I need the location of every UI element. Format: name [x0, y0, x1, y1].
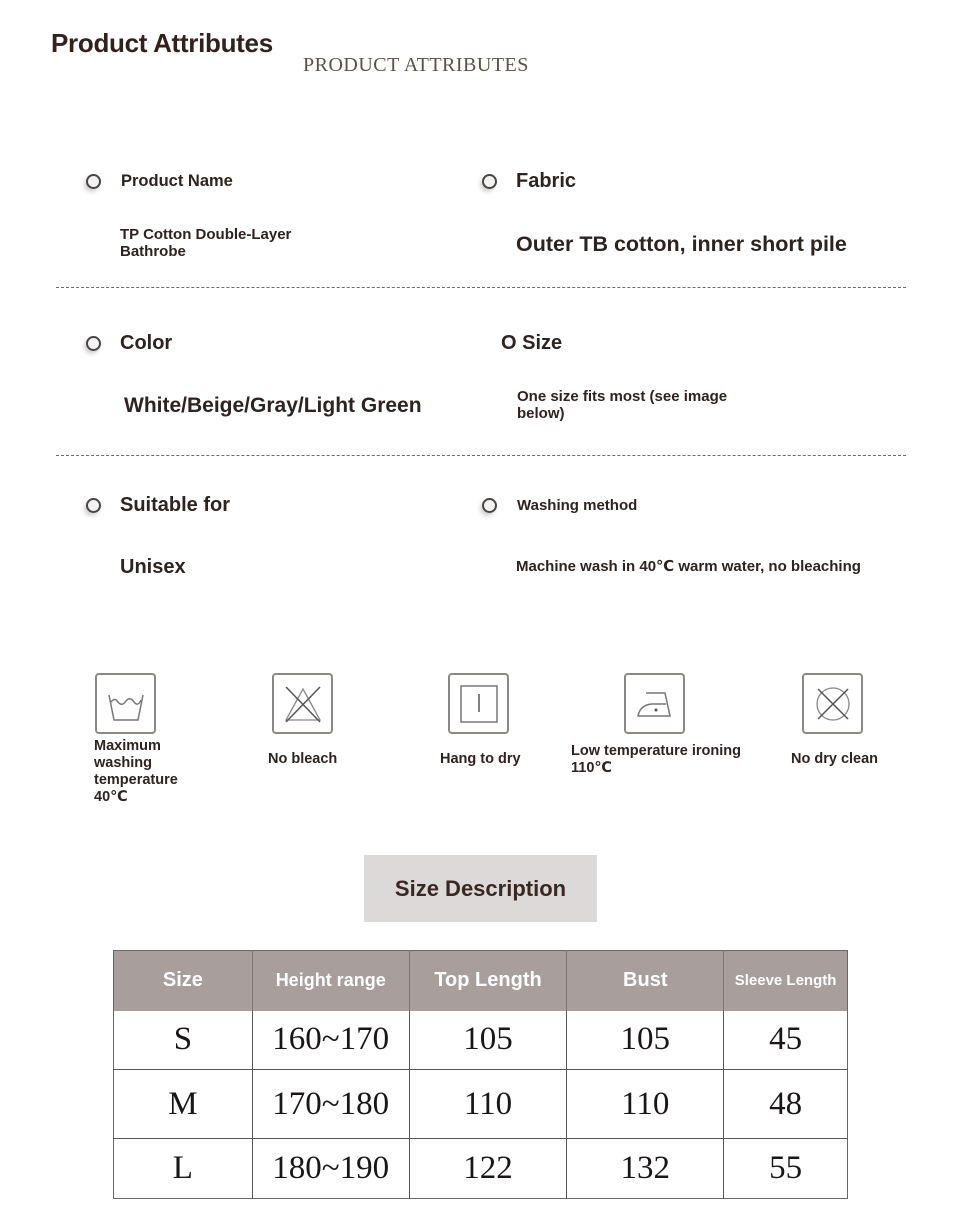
attr-value-size: One size fits most (see image below)	[517, 388, 728, 423]
size-description-button[interactable]: Size Description	[364, 855, 597, 922]
bullet-icon	[86, 174, 101, 189]
attr-washing-method	[482, 497, 637, 514]
care-label: Hang to dry	[440, 751, 521, 767]
attr-product-name	[86, 172, 233, 191]
cell-bust: 110	[567, 1070, 724, 1139]
care-label: Low temperature ironing 110℃	[571, 743, 741, 776]
attr-color	[86, 332, 172, 355]
cell-size: S	[173, 1021, 193, 1058]
table-row	[114, 1070, 848, 1139]
cell-height-range: 180~190	[252, 1139, 409, 1199]
table-row	[114, 1139, 848, 1199]
wash-tub-icon	[95, 673, 156, 734]
attr-label: Color	[120, 332, 173, 354]
cell-top-length: 105	[409, 1011, 567, 1070]
column-header-bust: Bust	[567, 951, 724, 1011]
bullet-icon	[86, 336, 101, 351]
attr-label: Fabric	[516, 170, 577, 192]
attr-value-color: White/Beige/Gray/Light Green	[124, 394, 422, 417]
care-label: Maximum washing temperature 40℃	[94, 738, 178, 805]
cell-height-range: 160~170	[252, 1011, 409, 1070]
cell-bust: 132	[567, 1139, 724, 1199]
attr-fabric	[482, 170, 576, 193]
table-row	[114, 1011, 848, 1070]
table-header-row	[114, 951, 848, 1011]
attr-label: Suitable for	[120, 494, 231, 516]
bullet-icon	[482, 174, 497, 189]
care-item	[448, 673, 509, 734]
no-bleach-icon	[272, 673, 333, 734]
no-dry-clean-icon	[802, 673, 863, 734]
dashed-divider	[56, 287, 906, 288]
cell-size: M	[114, 1070, 253, 1139]
attr-value-suitable-for: Unisex	[120, 556, 186, 578]
care-label: No bleach	[268, 751, 338, 767]
cell-size: L	[114, 1139, 253, 1199]
column-header-sleeve-length: Sleeve Length	[724, 951, 848, 1011]
column-header-top-length: Top Length	[409, 951, 567, 1011]
cell-top-length: 122	[409, 1139, 567, 1199]
attr-label: Product Name	[121, 172, 233, 190]
size-table	[113, 950, 848, 1199]
bullet-icon	[482, 498, 497, 513]
attr-value-fabric: Outer TB cotton, inner short pile	[516, 232, 847, 256]
care-label: No dry clean	[791, 751, 879, 767]
attr-size	[501, 332, 562, 355]
cell-sleeve-length: 55	[724, 1139, 848, 1199]
care-item	[95, 673, 156, 734]
attr-suitable-for	[86, 494, 230, 517]
cell-sleeve-length: 48	[724, 1070, 848, 1139]
attr-value-washing-method: Machine wash in 40℃ warm water, no bleaching	[516, 558, 861, 575]
attr-value-product-name: TP Cotton Double-Layer Bathrobe	[120, 226, 292, 261]
cell-top-length: 110	[409, 1070, 567, 1139]
column-header-height-range: Height range	[252, 951, 409, 1011]
cell-height-range: 170~180	[252, 1070, 409, 1139]
page-title: Product Attributes	[51, 28, 273, 58]
cell-bust: 105	[567, 1011, 724, 1070]
hang-dry-icon	[448, 673, 509, 734]
page-subtitle: PRODUCT ATTRIBUTES	[303, 54, 529, 76]
cell-sleeve-length: 45	[724, 1011, 848, 1070]
dashed-divider	[56, 455, 906, 456]
care-item	[272, 673, 333, 734]
bullet-icon	[86, 498, 101, 513]
column-header-size: Size	[114, 951, 253, 1011]
care-item	[802, 673, 863, 734]
attr-label: O Size	[501, 332, 563, 354]
care-item	[624, 673, 685, 734]
iron-low-icon	[624, 673, 685, 734]
attr-label: Washing method	[517, 497, 638, 514]
